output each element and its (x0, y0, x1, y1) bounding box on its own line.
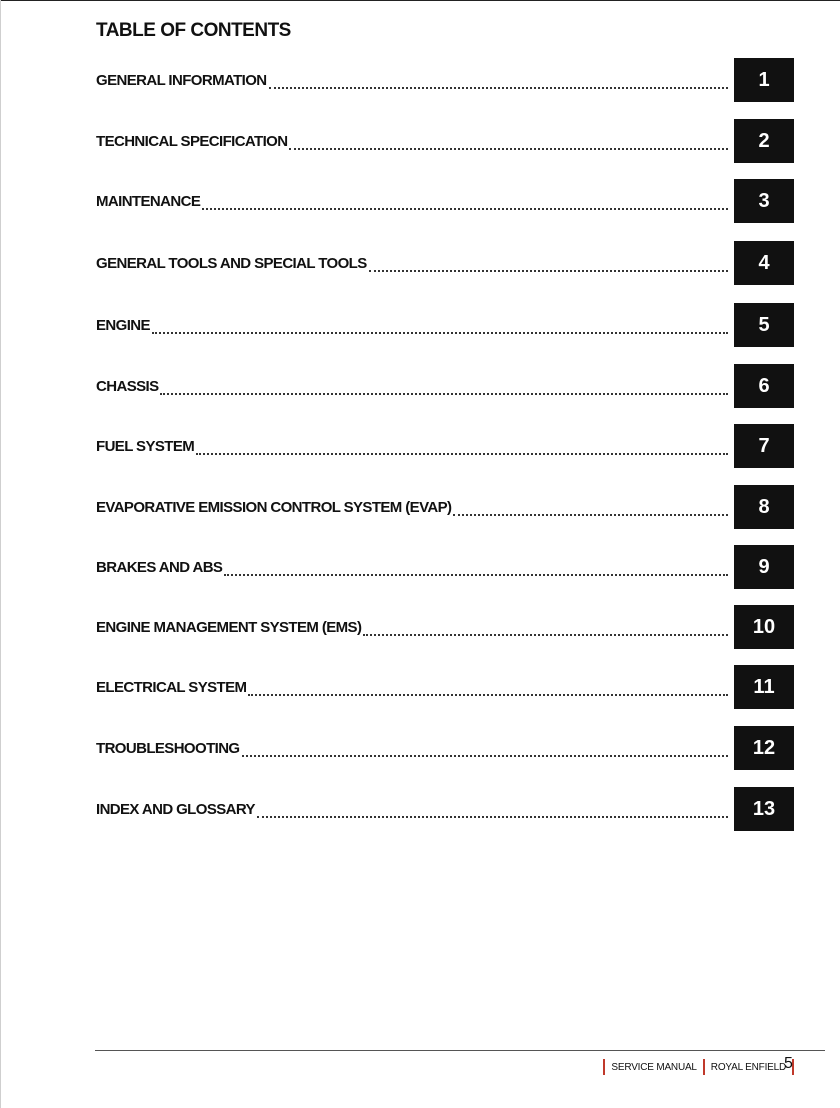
toc-entry[interactable] (96, 241, 794, 285)
toc-entry[interactable] (96, 364, 794, 408)
toc-leader-dots (224, 573, 728, 576)
toc-entry-label: ENGINE (96, 316, 150, 334)
toc-section-number: 8 (734, 485, 794, 529)
toc-entry[interactable] (96, 787, 794, 831)
toc-entry-label: MAINTENANCE (96, 192, 201, 210)
toc-section-number: 5 (734, 303, 794, 347)
toc-section-number: 6 (734, 364, 794, 408)
toc-section-number: 9 (734, 545, 794, 589)
toc-section-number: 4 (734, 241, 794, 285)
page-left-border (0, 0, 1, 1108)
toc-entry-label: FUEL SYSTEM (96, 437, 195, 455)
toc-entry-label: GENERAL TOOLS AND SPECIAL TOOLS (96, 254, 367, 272)
toc-leader-dots (160, 392, 728, 395)
toc-leader-dots (289, 147, 728, 150)
footer-separator (703, 1059, 705, 1075)
toc-entry[interactable] (96, 424, 794, 468)
toc-entry-label: ELECTRICAL SYSTEM (96, 678, 247, 696)
toc-entry-label: CHASSIS (96, 377, 159, 395)
page-number: 5 (784, 1055, 793, 1072)
toc-leader-dots (152, 331, 728, 334)
toc-entry-label: TECHNICAL SPECIFICATION (96, 132, 288, 150)
toc-entry[interactable] (96, 485, 794, 529)
toc-section-number: 10 (734, 605, 794, 649)
toc-entry[interactable] (96, 665, 794, 709)
toc-entry-label: ENGINE MANAGEMENT SYSTEM (EMS) (96, 618, 362, 636)
page-top-border (0, 0, 840, 1)
toc-entry-label: GENERAL INFORMATION (96, 71, 267, 89)
toc-section-number: 7 (734, 424, 794, 468)
toc-entry[interactable] (96, 545, 794, 589)
toc-entry[interactable] (96, 119, 794, 163)
footer-manual-label: SERVICE MANUAL (611, 1061, 697, 1073)
toc-entry-label: INDEX AND GLOSSARY (96, 800, 255, 818)
toc-entry[interactable] (96, 58, 794, 102)
toc-entry-label: BRAKES AND ABS (96, 558, 223, 576)
toc-section-number: 2 (734, 119, 794, 163)
toc-leader-dots (363, 633, 728, 636)
toc-section-number: 3 (734, 179, 794, 223)
footer-brand-label: ROYAL ENFIELD (710, 1061, 786, 1073)
toc-section-number: 1 (734, 58, 794, 102)
toc-leader-dots (196, 452, 728, 455)
toc-leader-dots (369, 269, 728, 272)
toc-entry-label: TROUBLESHOOTING (96, 739, 240, 757)
toc-section-number: 11 (734, 665, 794, 709)
toc-entry[interactable] (96, 726, 794, 770)
toc-leader-dots (248, 693, 728, 696)
footer-separator (603, 1059, 605, 1075)
toc-leader-dots (202, 207, 728, 210)
toc-leader-dots (242, 754, 729, 757)
footer-rule (95, 1050, 825, 1051)
toc-entry[interactable] (96, 179, 794, 223)
toc-leader-dots (269, 86, 728, 89)
toc-entry[interactable] (96, 605, 794, 649)
footer (560, 1057, 800, 1077)
toc-entry[interactable] (96, 303, 794, 347)
page-title: TABLE OF CONTENTS (96, 20, 291, 41)
toc-section-number: 13 (734, 787, 794, 831)
toc-leader-dots (257, 815, 728, 818)
toc-section-number: 12 (734, 726, 794, 770)
toc-entry-label: EVAPORATIVE EMISSION CONTROL SYSTEM (EVAP) (96, 498, 452, 516)
toc-leader-dots (453, 513, 728, 516)
